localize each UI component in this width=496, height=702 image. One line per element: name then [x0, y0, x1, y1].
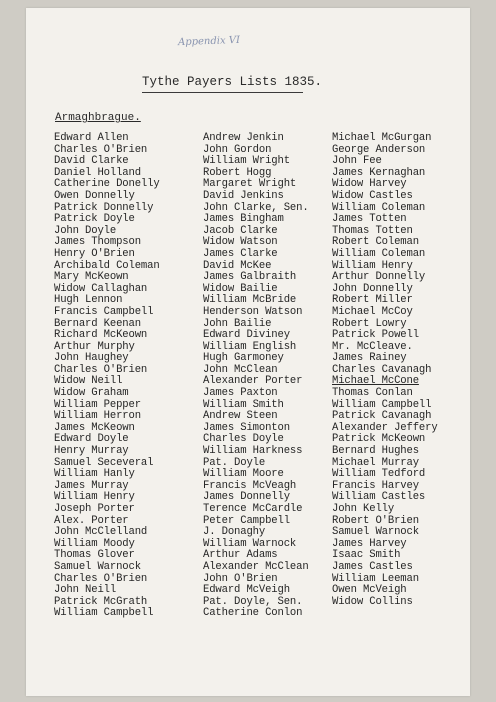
name-entry: John Haughey: [54, 352, 129, 365]
name-entry: James Totten: [332, 213, 407, 226]
name-entry: Arthur Donnelly: [332, 271, 426, 284]
name-entry: Owen McVeigh: [332, 584, 407, 597]
section-heading: Armaghbrague.: [55, 112, 141, 124]
name-entry: Robert Lowry: [332, 317, 407, 330]
name-entry: James Harvey: [332, 537, 407, 550]
name-entry: Arthur Adams: [203, 549, 278, 562]
name-entry: Bernard Keenan: [54, 317, 141, 330]
name-entry: Patrick Doyle: [54, 213, 135, 226]
name-entry: Widow Collins: [332, 595, 413, 608]
name-entry: J. Donaghy: [203, 526, 266, 539]
name-entry: Pat. Doyle: [203, 456, 266, 469]
name-entry: William Pepper: [54, 398, 141, 411]
name-entry: Widow Watson: [203, 236, 278, 249]
name-entry: Henry O'Brien: [54, 247, 135, 260]
name-entry: Peter Campbell: [203, 514, 290, 527]
name-entry: Michael McGurgan: [332, 132, 432, 144]
name-entry: William Henry: [332, 259, 413, 272]
name-entry: William Coleman: [332, 201, 426, 214]
name-entry: William English: [203, 340, 297, 353]
name-entry: William Coleman: [332, 247, 426, 260]
name-entry: Francis Campbell: [54, 305, 154, 318]
name-entry: Charles O'Brien: [54, 143, 148, 156]
name-entry: Hugh Lennon: [54, 294, 123, 307]
name-entry: Andrew Jenkin: [203, 132, 284, 144]
name-entry: Francis Harvey: [332, 479, 419, 492]
name-entry: John Bailie: [203, 317, 272, 330]
name-entry: James Donnelly: [203, 491, 290, 504]
name-entry: James Murray: [54, 479, 129, 492]
name-entry: William Tedford: [332, 468, 426, 481]
name-entry: Samuel Warnock: [54, 560, 141, 573]
names-column-3: [332, 133, 438, 608]
name-entry: Archibald Coleman: [54, 259, 160, 272]
name-entry: Widow Castles: [332, 189, 413, 202]
name-entry: Samuel Seceveral: [54, 456, 154, 469]
name-entry: Robert O'Brien: [332, 514, 419, 527]
name-entry: Charles Doyle: [203, 433, 284, 446]
handwritten-annotation: Appendix VI: [177, 34, 241, 49]
name-entry: Terence McCardle: [203, 503, 303, 515]
name-entry: John Gordon: [203, 143, 272, 156]
name-entry: Robert Hogg: [203, 166, 272, 179]
name-entry: Catherine Conlon: [203, 607, 303, 620]
name-entry: Margaret Wright: [203, 178, 297, 191]
name-entry: Edward Diviney: [203, 329, 290, 342]
name-entry: James Rainey: [332, 352, 407, 365]
name-entry: Michael Murray: [332, 456, 419, 469]
name-entry: John Clarke, Sen.: [203, 201, 309, 214]
names-column-1: [54, 133, 160, 620]
name-entry: Thomas Totten: [332, 224, 413, 237]
name-entry: Arthur Murphy: [54, 340, 135, 353]
name-entry: William Herron: [54, 410, 141, 423]
name-entry: David McKee: [203, 259, 272, 272]
name-entry: James Bingham: [203, 213, 284, 226]
name-entry: Francis McVeagh: [203, 479, 297, 492]
name-entry: Widow Graham: [54, 387, 129, 400]
name-entry: Widow Harvey: [332, 178, 407, 191]
name-entry: Thomas Glover: [54, 549, 135, 562]
name-entry: Joseph Porter: [54, 503, 135, 515]
name-entry: Widow Bailie: [203, 282, 278, 295]
name-entry: Charles Cavanagh: [332, 363, 432, 376]
name-entry: William Castles: [332, 491, 426, 504]
name-entry: Henry Murray: [54, 445, 129, 458]
name-entry: Richard McKeown: [54, 329, 148, 342]
name-entry: William Warnock: [203, 537, 297, 550]
name-entry: William Leeman: [332, 572, 419, 585]
name-entry: John McClelland: [54, 526, 148, 539]
name-entry: Jacob Clarke: [203, 224, 278, 237]
name-entry: Michael McCoy: [332, 305, 413, 318]
name-entry: Charles O'Brien: [54, 572, 148, 585]
name-entry: Mary McKeown: [54, 271, 129, 284]
name-entry: Robert Coleman: [332, 236, 419, 249]
name-entry: Henderson Watson: [203, 305, 303, 318]
name-entry: Alexander Jeffery: [332, 421, 438, 434]
name-entry: Owen Donnelly: [54, 189, 135, 202]
name-entry: Robert Miller: [332, 294, 413, 307]
name-entry: William Moody: [54, 537, 135, 550]
name-entry: John McClean: [203, 363, 278, 376]
name-entry: Hugh Garmoney: [203, 352, 284, 365]
name-entry: James Paxton: [203, 387, 278, 400]
name-entry: John Fee: [332, 155, 382, 168]
name-entry: William Hanly: [54, 468, 135, 481]
name-entry: Alexander Porter: [203, 375, 303, 388]
names-column-2: [203, 133, 309, 620]
name-entry: James Kernaghan: [332, 166, 426, 179]
name-entry: James Thompson: [54, 236, 141, 249]
name-entry: Alex. Porter: [54, 514, 129, 527]
name-entry: William Campbell: [332, 398, 432, 411]
name-entry: James McKeown: [54, 421, 135, 434]
page-title: Tythe Payers Lists 1835.: [142, 75, 323, 89]
name-entry: James Galbraith: [203, 271, 297, 284]
name-entry: Isaac Smith: [332, 549, 401, 562]
name-entry: Edward Allen: [54, 132, 129, 144]
name-entry: Patrick McGrath: [54, 595, 148, 608]
name-entry: William Wright: [203, 155, 290, 168]
name-entry: David Clarke: [54, 155, 129, 168]
name-entry: William Moore: [203, 468, 284, 481]
name-entry: Alexander McClean: [203, 560, 309, 573]
name-entry: William Smith: [203, 398, 284, 411]
name-entry: Edward McVeigh: [203, 584, 290, 597]
name-entry: John O'Brien: [203, 572, 278, 585]
name-entry: Thomas Conlan: [332, 387, 413, 400]
name-entry: John Kelly: [332, 503, 395, 515]
name-entry: Catherine Donelly: [54, 178, 160, 191]
name-entry: John Donnelly: [332, 282, 413, 295]
name-entry: James Clarke: [203, 247, 278, 260]
name-entry: Charles O'Brien: [54, 363, 148, 376]
name-entry: Daniel Holland: [54, 166, 141, 179]
name-entry: Andrew Steen: [203, 410, 278, 423]
name-entry: Edward Doyle: [54, 433, 129, 446]
title-underline: [142, 92, 303, 93]
name-entry: Patrick Cavanagh: [332, 410, 432, 423]
name-entry: Patrick Donnelly: [54, 201, 154, 214]
name-entry: George Anderson: [332, 143, 426, 156]
name-entry: Mr. McCleave.: [332, 340, 413, 353]
name-entry: Samuel Warnock: [332, 526, 419, 539]
name-entry: John Neill: [54, 584, 117, 597]
document-page: [26, 8, 470, 696]
name-entry: Widow Neill: [54, 375, 123, 388]
name-entry: Pat. Doyle, Sen.: [203, 595, 303, 608]
name-entry: Bernard Hughes: [332, 445, 419, 458]
name-entry: William Harkness: [203, 445, 303, 458]
name-entry: Widow Callaghan: [54, 282, 148, 295]
name-entry: James Castles: [332, 560, 413, 573]
name-entry: Patrick McKeown: [332, 433, 426, 446]
name-entry: John Doyle: [54, 224, 117, 237]
name-entry: Patrick Powell: [332, 329, 419, 342]
name-entry: Michael McCone: [332, 375, 419, 388]
name-entry: William Campbell: [54, 607, 154, 620]
name-entry: David Jenkins: [203, 189, 284, 202]
name-entry: William Henry: [54, 491, 135, 504]
name-entry: William McBride: [203, 294, 297, 307]
name-entry: James Simonton: [203, 421, 290, 434]
